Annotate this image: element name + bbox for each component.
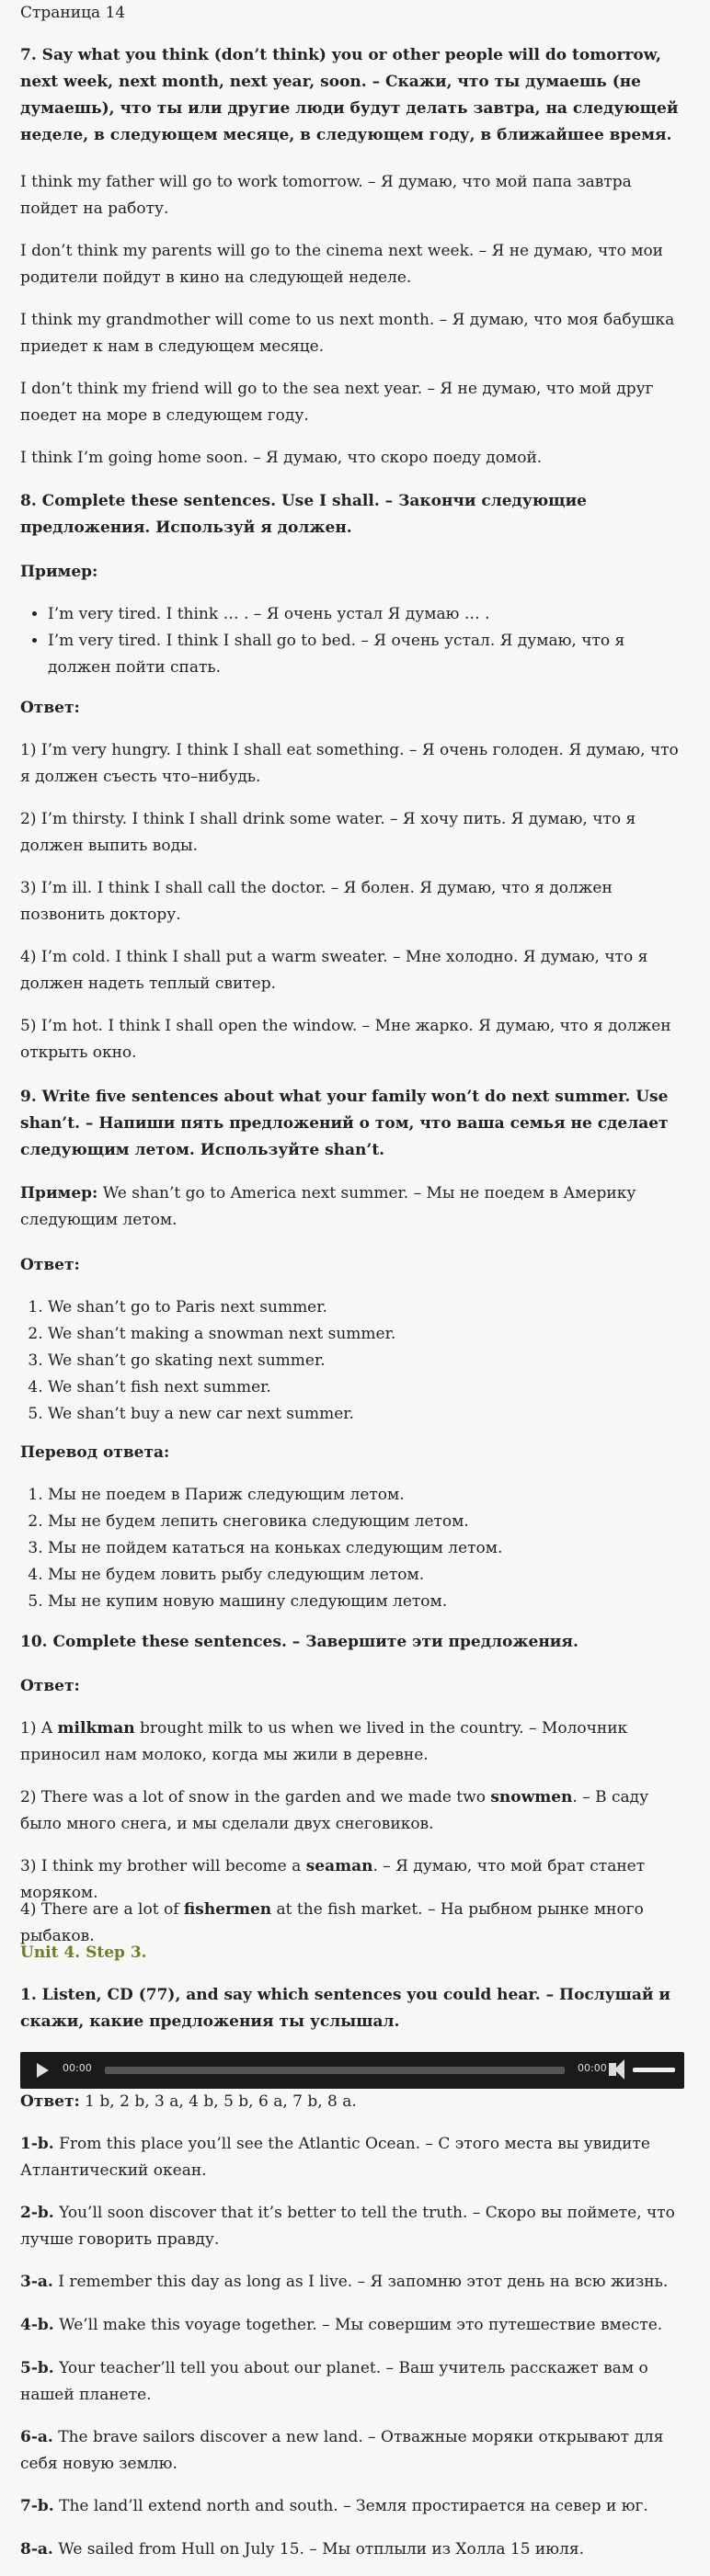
ex9-translation-list — [20, 1482, 684, 1615]
list-item: 1. We shan’t go to Paris next summer. — [48, 1294, 684, 1321]
play-icon[interactable] — [37, 2063, 49, 2078]
list-item: 5. We shan’t buy a new car next summer. — [48, 1401, 684, 1428]
ex8-answer: 5) I’m hot. I think I shall open the window. – Мне жарко. Я думаю, что я должен открыть окно. — [20, 1017, 671, 1062]
ex1-item: 8-a. We sailed from Hull on July 15. – Мы отплыли из Холла 15 июля. — [20, 2540, 584, 2559]
volume-icon[interactable] — [609, 2063, 616, 2076]
ex10-answer: 1) A milkman brought milk to us when we lived in the country. – Молочник приносил нам молоко, когда мы жили в деревне. — [20, 1719, 628, 1764]
progress-bar[interactable] — [105, 2067, 565, 2074]
ex8-answer: 3) I’m ill. I think I shall call the doctor. – Я болен. Я думаю, что я должен позвонить доктору. — [20, 879, 613, 924]
ex7-item: I don’t think my friend will go to the sea next year. – Я не думаю, что мой друг поедет на море в следующем году. — [20, 380, 654, 425]
ex8-example-list — [20, 601, 684, 681]
ex7-item: I don’t think my parents will go to the cinema next week. – Я не думаю, что мои родители пойдут в кино на следующей неделе. — [20, 242, 664, 287]
total-time: 00:00 — [578, 2062, 607, 2074]
ex10-answer: 4) There are a lot of fishermen at the fish market. – На рыбном рынке много рыбаков. — [20, 1900, 644, 1945]
ex8-example-label: Пример: — [20, 563, 98, 581]
page-label: Страница 14 — [20, 4, 126, 22]
ex8-answer: 4) I’m cold. I think I shall put a warm sweater. – Мне холодно. Я думаю, что я должен надеть теплый свитер. — [20, 948, 648, 993]
ex1-item: 6-a. The brave sailors discover a new land. – Отважные моряки открывают для себя новую землю. — [20, 2428, 664, 2473]
list-item: 3. Мы не пойдем кататься на коньках следующим летом. — [48, 1535, 684, 1562]
list-item: 5. Мы не купим новую машину следующим летом. — [48, 1589, 684, 1615]
ex7-item: I think my father will go to work tomorrow. – Я думаю, что мой папа завтра пойдет на работу. — [20, 173, 632, 218]
list-item: 2. We shan’t making a snowman next summer. — [48, 1321, 684, 1348]
list-item: 4. Мы не будем ловить рыбу следующим летом. — [48, 1562, 684, 1589]
ex10-answer-label: Ответ: — [20, 1677, 80, 1695]
list-item: 2. Мы не будем лепить снеговика следующим летом. — [48, 1509, 684, 1535]
ex8-answer-label: Ответ: — [20, 699, 80, 717]
ex1-item: 5-b. Your teacher’ll tell you about our planet. – Ваш учитель расскажет вам о нашей планете. — [20, 2359, 648, 2404]
ex7-title: 7. Say what you think (don’t think) you or other people will do tomorrow, next week, next month, next year, soon. – Скажи, что ты думаешь (не думаешь), что ты или другие люди будут делать завтра, на следующей неделе, в следующем месяце, в следующем году, в ближайшее время. — [20, 46, 679, 144]
ex1-item: 2-b. You’ll soon discover that it’s better to tell the truth. – Скоро вы поймете, что лучше говорить правду. — [20, 2204, 675, 2249]
ex10-answer: 2) There was a lot of snow in the garden and we made two snowmen. – В саду было много снега, и мы сделали двух снеговиков. — [20, 1788, 649, 1833]
list-item: 1. Мы не поедем в Париж следующим летом. — [48, 1482, 684, 1509]
ex9-translation-label: Перевод ответа: — [20, 1443, 170, 1462]
ex8-answer: 2) I’m thirsty. I think I shall drink some water. – Я хочу пить. Я думаю, что я должен выпить воды. — [20, 810, 636, 855]
ex1-item: 4-b. We’ll make this voyage together. – Мы совершим это путешествие вместе. — [20, 2316, 663, 2334]
ex10-answer: 3) I think my brother will become a seaman. – Я думаю, что мой брат станет моряком. — [20, 1857, 646, 1902]
ex9-example: Пример: We shan’t go to America next summer. – Мы не поедем в Америку следующим летом. — [20, 1184, 636, 1229]
ex9-answer-label: Ответ: — [20, 1256, 80, 1274]
ex1-title: 1. Listen, CD (77), and say which sentences you could hear. – Послушай и скажи, какие предложения ты услышал. — [20, 1986, 671, 2031]
list-item: 4. We shan’t fish next summer. — [48, 1374, 684, 1401]
list-item: • I’m very tired. I think I shall go to bed. – Я очень устал. Я думаю, что я должен пойти спать. — [48, 628, 684, 681]
ex9-title: 9. Write five sentences about what your family won’t do next summer. Use shan’t. – Напиши пять предложений о том, что ваша семья не сделает следующим летом. Используйте shan’t. — [20, 1088, 669, 1159]
audio-player — [20, 2052, 684, 2089]
ex7-item: I think my grandmother will come to us next month. – Я думаю, что моя бабушка приедет к нам в следующем месяце. — [20, 311, 675, 356]
ex8-answer: 1) I’m very hungry. I think I shall eat something. – Я очень голоден. Я думаю, что я должен съесть что–нибудь. — [20, 741, 679, 786]
list-item: • I’m very tired. I think … . – Я очень устал Я думаю … . — [48, 601, 684, 628]
ex8-title: 8. Complete these sentences. Use I shall. – Закончи следующие предложения. Используй я должен. — [20, 492, 587, 537]
volume-slider[interactable] — [633, 2068, 675, 2072]
ex7-item: I think I’m going home soon. – Я думаю, что скоро поеду домой. — [20, 449, 543, 467]
ex10-title: 10. Complete these sentences. – Завершите эти предложения. — [20, 1633, 578, 1651]
list-item: 3. We shan’t go skating next summer. — [48, 1348, 684, 1374]
ex1-item: 1-b. From this place you’ll see the Atlantic Ocean. – С этого места вы увидите Атлантический океан. — [20, 2135, 650, 2180]
ex1-item: 3-a. I remember this day as long as I live. – Я запомню этот день на всю жизнь. — [20, 2273, 669, 2291]
current-time: 00:00 — [63, 2062, 92, 2074]
ex1-answer: Ответ: 1 b, 2 b, 3 a, 4 b, 5 b, 6 a, 7 b, 8 a. — [20, 2092, 357, 2111]
unit-heading: Unit 4. Step 3. — [20, 1943, 147, 1962]
ex9-answer-list — [20, 1294, 684, 1428]
ex1-item: 7-b. The land’ll extend north and south. – Земля простирается на север и юг. — [20, 2497, 648, 2515]
